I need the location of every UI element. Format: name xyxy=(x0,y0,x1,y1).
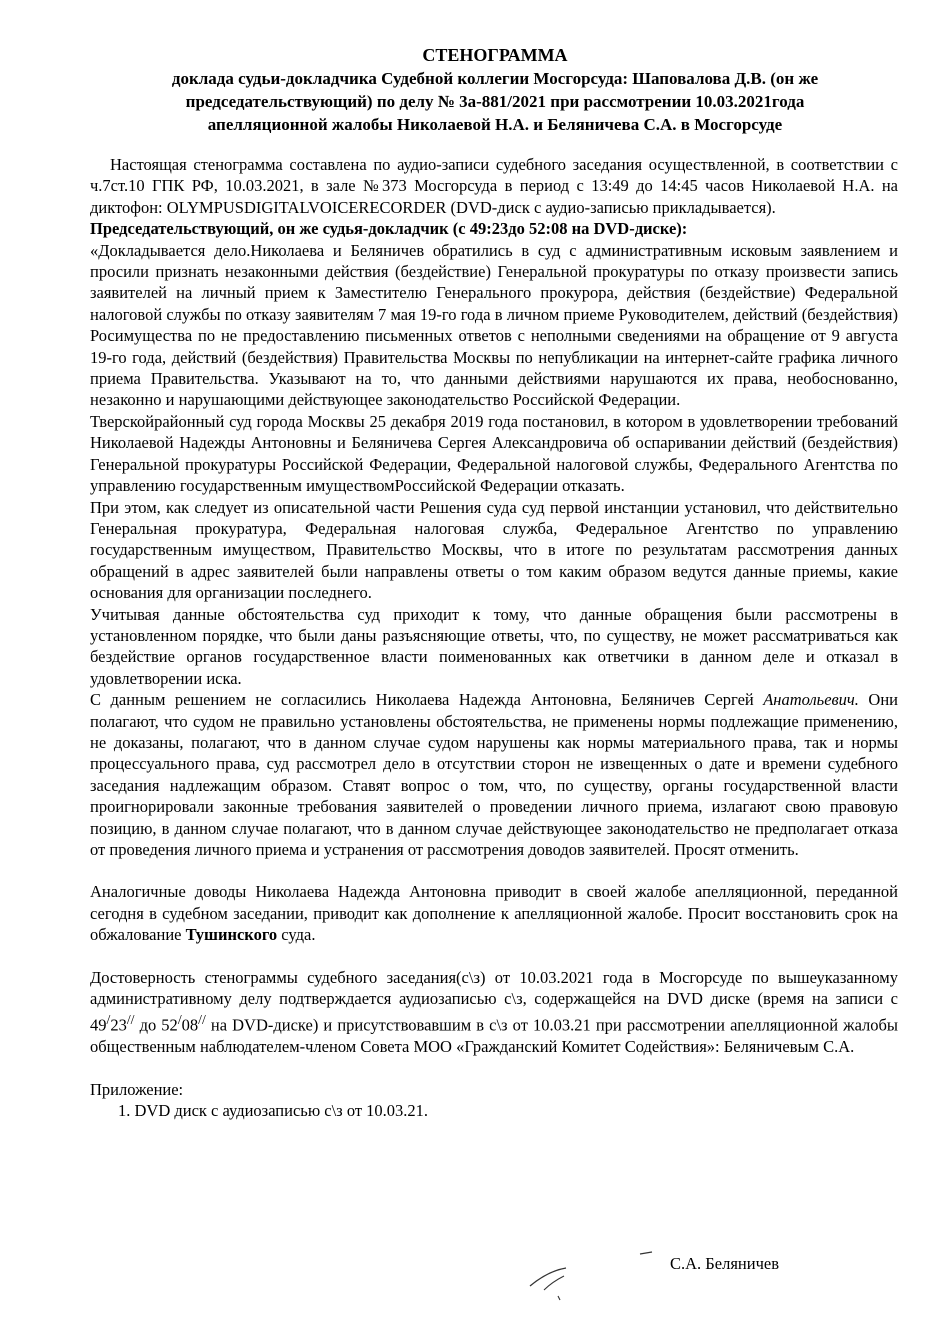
signature-name: С.А. Беляничев xyxy=(670,1254,779,1273)
paragraph-4: Учитывая данные обстоятельства суд приходит к тому, что данные обращения были рассмотрены в установленном порядке, что были даны разъясняющие ответы, что, по существу, не может рассматриваться как бездействие органов государственное власти поименованных как ответчики в данном деле и отказал в удовлетворении иска. xyxy=(90,604,898,688)
paragraph-5-start: С данным решением не согласились Николаева Надежда Антоновна, Беляничев Сергей xyxy=(90,690,764,710)
annex-item: 1. DVD диск с аудиозаписью с\з от 10.03.21. xyxy=(118,1101,429,1121)
intro-paragraph: Настоящая стенограмма составлена по аудио-записи судебного заседания осуществленной, в соответствии с ч.7ст.10 ГПК РФ, 10.03.2021, в зале №373 Мосгорсуда в период с 13:49 до 14:45 часов Николаевой Н.А. на диктофон: OLYMPUSDIGITALVOICERECORDER (DVD-диск с аудио-записью прикладывается). xyxy=(90,155,898,217)
subtitle-line-3: апелляционной жалобы Николаевой Н.А. и Беляничева С.А. в Мосгорсуде xyxy=(207,115,783,134)
paragraph-7-e: на DVD-диске) и присутствовавшим в с\з от 10.03.21 при рассмотрении апелляционной жалобы общественным наблюдателем-членом Совета МОО «Гражданский Комитет Содействия»: Беляничевым С.А. xyxy=(90,1015,898,1057)
subtitle-line-1: доклада судьи-докладчика Судебной коллегии Мосгорсуда: Шаповалова Д.В. (он же xyxy=(171,69,819,88)
paragraph-7-sup-2: // xyxy=(126,1012,135,1028)
paragraph-6-start: Аналогичные доводы Николаева Надежда Антоновна приводит в своей жалобе апелляционной, переданной сегодня в судебном заседании, приводит как дополнение к апелляционной жалобе. Просит восстановить срок на обжалование xyxy=(90,882,898,945)
signature-block xyxy=(520,1246,820,1306)
document-header xyxy=(80,44,910,136)
paragraph-5-rest: Они полагают, что судом не правильно установлены обстоятельства, не применены нормы подлежащие применению, не доказаны, полагают, что в данном случае судом нарушены как нормы материального права, так и нормы процессуального права, суд рассмотрел дело в отсутствии сторон не извещенных о дате и времени судебного заседания надлежащим образом. Ставят вопрос о том, что, по существу, органы государственной власти проигнорировали законные требования заявителей о проведении личного приема, излагают свою правовую позицию, в данном случае полагают, что в данном случае действующее законодательство не предполагает отказа от проведения личного приема и устранения от рассмотрения доводов заявителей. Просят отменить. xyxy=(90,690,898,859)
paragraph-7-sup-3: / xyxy=(177,1012,182,1028)
paragraph-7-a: Достоверность стенограммы судебного заседания(с\з) от 10.03.2021 года в Мосгорсуде по вышеуказанному административному делу подтверждается аудиозаписью с\з, содержащейся на DVD диске (время на записи с 49 xyxy=(90,967,898,1035)
paragraph-2: Тверскойрайонный суд города Москвы 25 декабря 2019 года постановил, в котором в удовлетворении требований Николаевой Надежды Антоновны и Беляничева Сергея Александровича об оспаривании действий (бездействия) Генеральной прокуратуры Российской Федерации, Федеральной налоговой службы, Федерального Агентства по управлению государственным имуществомРоссийской Федерации отказать. xyxy=(90,411,898,496)
paragraph-7-sup-1: / xyxy=(106,1012,111,1028)
paragraph-7-b: 23 xyxy=(110,1015,127,1035)
paragraph-6-bold: Тушинского xyxy=(185,925,278,945)
annex-label: Приложение: xyxy=(90,1079,184,1099)
paragraph-1: «Докладывается дело.Николаева и Беляничев обратились в суд с административным исковым заявлением и просили признать незаконными действия (бездействие) Генеральной прокуратуры по отказу произвести запись заявителей на личный прием к Заместителю Генерального прокурора, действия (бездействие) Федеральной налоговой службы по отказу заявителям 7 мая 19-го года в личном приеме Руководителем, действий (бездействия) Росимущества по не предоставлению письменных ответов с неполными сведениями на обращение от 9 августа 19-го года, действий (бездействия) Правительства Москвы по непубликации на интернет-сайте графика личного приема Правительства. Указывают на то, что данными действиями нарушаются их права, необоснованно, незаконно и нарушающими действующее законодательство Российской Федерации. xyxy=(90,240,898,410)
paragraph-5-italic: Анатольевич. xyxy=(763,690,859,710)
paragraph-6 xyxy=(90,881,898,945)
speaker-heading: Председательствующий, он же судья-докладчик (с 49:23до 52:08 на DVD-диске): xyxy=(90,219,688,239)
paragraph-3: При этом, как следует из описательной части Решения суда суд первой инстанции установил, что действительно Генеральная прокуратура, Федеральная налоговая служба, Федеральное Агентство по управлению государственным имуществом, Правительство Москвы, что в итоге по результатам рассмотрения данных обращений в адрес заявителей были направлены ответы о том каким образом ведутся данные приемы, какие основания для организации последнего. xyxy=(90,497,898,603)
document-title: СТЕНОГРАММА xyxy=(422,45,568,65)
paragraph-5 xyxy=(90,689,898,860)
paragraph-7-d: 08 xyxy=(181,1015,199,1035)
subtitle-line-2: председательствующий) по делу № 3а-881/2021 при рассмотрении 10.03.2021года xyxy=(185,92,805,111)
paragraph-7-c: до 52 xyxy=(134,1015,178,1035)
paragraph-7-sup-4: // xyxy=(198,1012,206,1028)
paragraph-6-end: суда. xyxy=(277,925,316,945)
document-body xyxy=(90,154,898,1122)
handwritten-signature xyxy=(520,1246,660,1306)
paragraph-7 xyxy=(90,967,898,1058)
